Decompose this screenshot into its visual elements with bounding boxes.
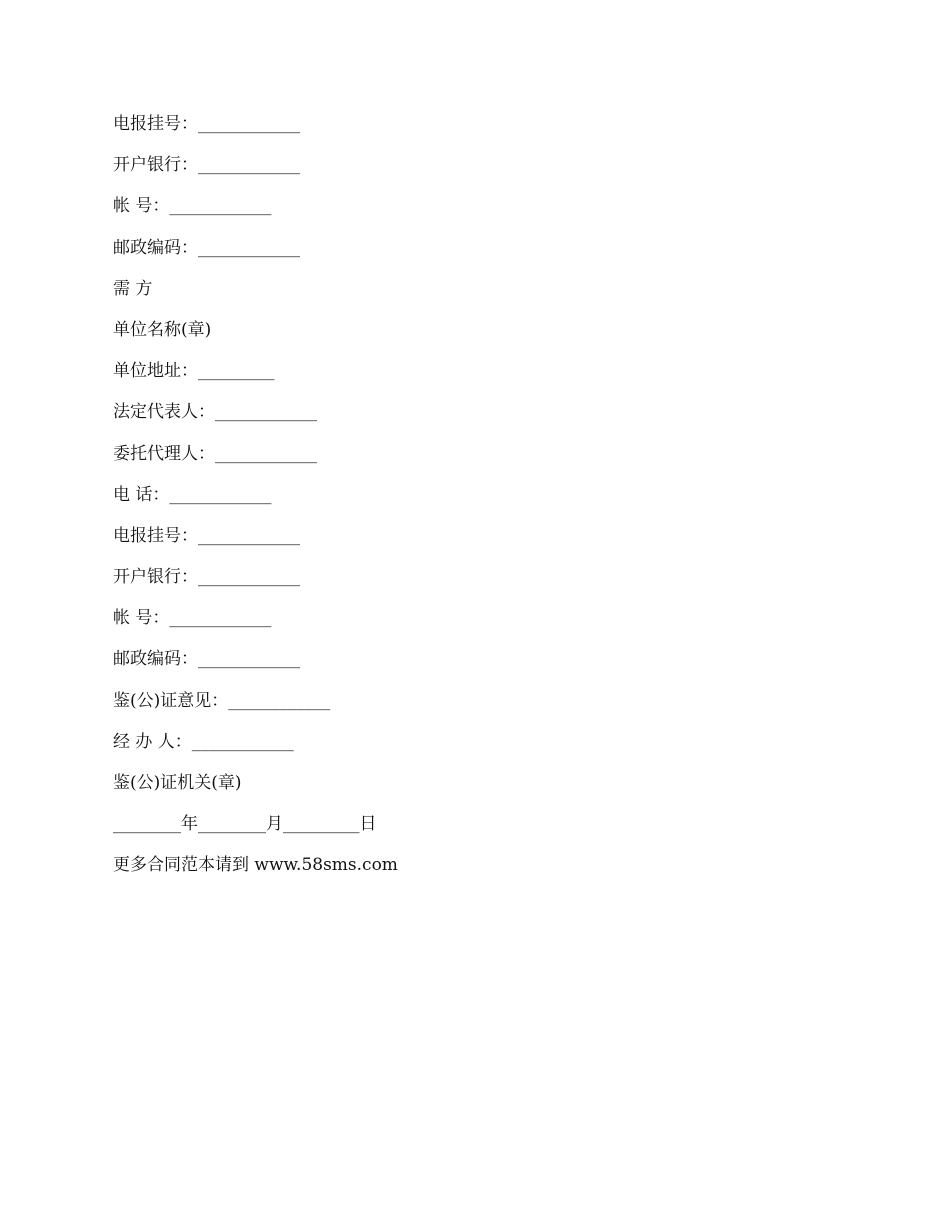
account-line: 帐 号：____________: [113, 608, 272, 629]
document-body: [113, 112, 398, 895]
telegraph-code-line: 电报挂号：____________: [113, 525, 300, 546]
buyer-heading: 需 方: [113, 278, 153, 299]
handler-line: 经 办 人：____________: [113, 731, 294, 752]
company-address-line: 单位地址：_________: [113, 361, 275, 382]
phone-line: 电 话：____________: [113, 484, 272, 505]
telegraph-code-line: 电报挂号：____________: [113, 114, 300, 134]
footer-note: 更多合同范本请到 www.58sms.com: [113, 855, 398, 876]
bank-line: 开户银行：____________: [113, 567, 300, 588]
company-name-line: 单位名称(章): [113, 319, 212, 340]
agent-line: 委托代理人：____________: [113, 443, 317, 464]
date-line: ________年________月_________日: [113, 814, 377, 835]
notary-opinion-line: 鉴(公)证意见：____________: [113, 690, 331, 711]
notary-office-line: 鉴(公)证机关(章): [113, 773, 242, 793]
postal-code-line: 邮政编码：____________: [113, 237, 300, 258]
account-line: 帐 号：____________: [113, 196, 272, 217]
legal-representative-line: 法定代表人：____________: [113, 402, 317, 423]
postal-code-line: 邮政编码：____________: [113, 649, 300, 670]
bank-line: 开户银行：____________: [113, 155, 300, 176]
